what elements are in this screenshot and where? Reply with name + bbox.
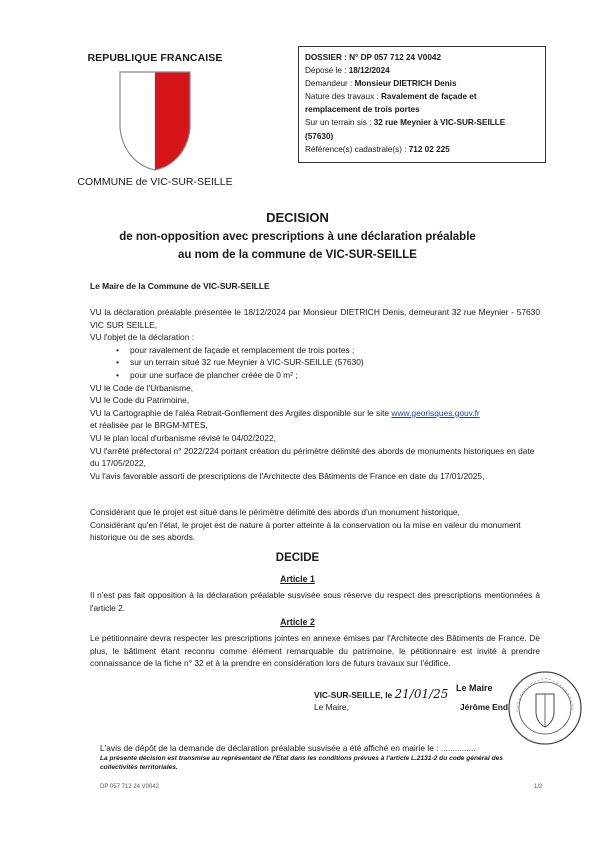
list-item: • pour une surface de plancher créée de 0 m² ;: [130, 369, 540, 382]
list-item: • pour ravalement de façade et remplacement de trois portes ;: [130, 344, 540, 357]
dossier-number: DOSSIER : N° DP 057 712 24 V0042: [305, 53, 442, 62]
article-2-text: Le pétitionnaire devra respecter les prescriptions jointes en annexe émises par l'Architecte des Bâtiments de France. De plus, le bâtiment étant reconnu comme élément remarquable du patrimoine, le pétitionnaire est invité à prendre connaissance de la fiche n° 32 et à la prendre en considération lors de futurs travaux sur l'édifice.: [90, 633, 540, 669]
dossier-box: [298, 46, 546, 163]
page-number: 1/2: [534, 784, 543, 790]
list-item: • sur un terrain situé 32 rue Meynier à VIC-SUR-SEILLE (57630): [130, 356, 540, 369]
stamp-title: Le Maire: [456, 683, 493, 693]
vu-urbanisme: VU le Code de l'Urbanisme,: [90, 382, 194, 393]
vu-cartographie: VU la Cartographie de l'aléa Retrait-Gonflement des Argiles disponible sur le site www.georisques.gouv.fr et réalisée par le BRGM-MTES,: [90, 407, 480, 431]
article-1-title: Article 1: [280, 574, 315, 584]
vu-declaration: VU la déclaration préalable présentée le 18/12/2024 par Monsieur DIETRICH Denis, demeurant 32 rue Meynier - 57630 VIC SUR SEILLE,: [90, 307, 540, 330]
dossier-nature-cont: remplacement de trois portes: [305, 105, 420, 115]
decision-subtitle: de non-opposition avec prescriptions à une déclaration préalable: [119, 231, 476, 243]
article-2-title: Article 2: [280, 617, 315, 627]
commune-shield-icon: [118, 70, 192, 172]
republique-label: REPUBLIQUE FRANCAISE: [87, 52, 223, 64]
stamp-name: Jérôme End: [460, 702, 508, 712]
considerants-block: [90, 506, 540, 544]
vu-arrete: VU l'arrêté préfectoral n° 2022/224 portant création du périmètre délimité des abords de monuments historiques en date du 17/05/2022,: [90, 445, 535, 469]
vu-plu: VU le plan local d'urbanisme révisé le 04/02/2022,: [90, 432, 276, 443]
objet-list: [90, 344, 540, 382]
dossier-terrain: Sur un terrain sis : 32 rue Meynier à VIC-SUR-SEILLE: [305, 118, 506, 128]
maire-heading: Le Maire de la Commune de VIC-SUR-SEILLE: [90, 281, 270, 291]
dossier-terrain-cont: (57630): [305, 131, 334, 141]
decide-heading: DECIDE: [275, 552, 320, 564]
decision-subtitle-2: au nom de la commune de VIC-SUR-SEILLE: [178, 249, 417, 261]
signature-place: VIC-SUR-SEILLE, le 21/01/25: [314, 687, 449, 701]
dossier-demandeur: Demandeur : Monsieur DIETRICH Denis: [305, 79, 457, 89]
dossier-cadastre: Référence(s) cadastrale(s) : 712 02 225: [305, 144, 450, 154]
dossier-nature: Nature des travaux : Ravalement de façade et: [305, 92, 477, 102]
considerant-1: Considérant que le projet est situé dans le périmètre délimité des abords d'un monument historique,: [90, 507, 460, 517]
handwritten-date: 21/01/25: [394, 687, 449, 701]
vu-objet: VU l'objet de la déclaration :: [90, 332, 195, 343]
vu-patrimoine: VU le Code du Patrimoine,: [90, 395, 190, 406]
signature-maire: Le Maire,: [314, 702, 349, 712]
visas-block: [90, 306, 540, 482]
considerant-2: Considérant qu'en l'état, le projet est de nature à porter atteinte à la conservation ou la mise en valeur du monument historique ou de ses abords.: [90, 519, 521, 543]
header-left: [70, 52, 240, 188]
affichage-line: L'avis de dépôt de la demande de déclaration préalable susvisée a été affiché en mairie le : ...............: [100, 743, 476, 753]
mairie-stamp-icon: [505, 668, 585, 748]
decision-title: DECISION: [266, 210, 329, 225]
dossier-reference: DP 057 712 24 V0042: [100, 784, 159, 790]
article-1-text: Il n'est pas fait opposition à la déclaration préalable susvisée sous réserve du respect des prescriptions mentionnées à l'article 2.: [90, 590, 540, 613]
vu-avis: Vu l'avis favorable assorti de prescriptions de l'Architecte des Bâtiments de France en date du 17/01/2025,: [90, 470, 485, 481]
commune-name: COMMUNE de VIC-SUR-SEILLE: [77, 176, 233, 188]
georisques-link[interactable]: www.georisques.gouv.fr: [391, 407, 480, 418]
dossier-date: Déposé le : 18/12/2024: [305, 66, 390, 76]
transmission-note: La présente décision est transmise au représentant de l'Etat dans les conditions prévues à l'article L.2131-2 du code général des collectivités territoriales.: [100, 755, 503, 771]
